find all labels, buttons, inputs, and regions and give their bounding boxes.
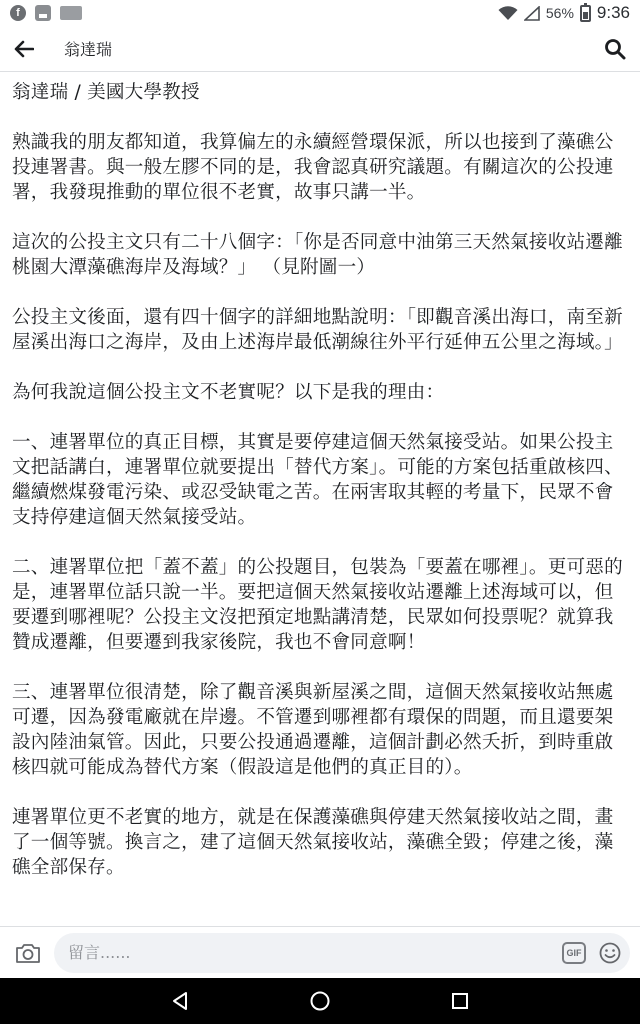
post-paragraph: 公投主文後面，還有四十個字的詳細地點說明：「即觀音溪出海口，南至新屋溪出海口之海岸，及由上述海岸最低潮線往外平行延伸五公里之海域。」 (12, 307, 623, 353)
post-paragraph: 這次的公投主文只有二十八個字：「你是否同意中油第三天然氣接收站遷離桃園大潭藻礁海岸及海域？」 （見附圖一） (12, 232, 623, 278)
page-title: 翁達瑞 (64, 40, 113, 59)
post-body (12, 80, 628, 925)
post-paragraph: 一、連署單位的真正目標，其實是要停建這個天然氣接受站。如果公投主文把話講白，連署單位就要提出「替代方案」。可能的方案包括重啟核四、繼續燃煤發電污染、或忍受缺電之苦。在兩害取其輕的考量下，民眾不會支持停建這個天然氣接受站。 (12, 432, 623, 528)
recents-square-icon (451, 992, 469, 1010)
back-triangle-icon (171, 991, 189, 1011)
search-icon (604, 38, 626, 60)
status-bar (0, 0, 640, 26)
home-circle-icon (309, 990, 331, 1012)
post-paragraph: 二、連署單位把「蓋不蓋」的公投題目，包裝為「要蓋在哪裡」。更可惡的是，連署單位話只說一半。要把這個天然氣接收站遷離上述海域可以，但要遷到哪裡呢？公投主文沒把預定地點講清楚，民眾如何投票呢？就算我贊成遷離，但要遷到我家後院，我也不會同意啊！ (12, 557, 623, 653)
gif-button[interactable]: GIF (562, 942, 586, 964)
post-paragraph: 三、連署單位很清楚，除了觀音溪與新屋溪之間，這個天然氣接收站無處可遷，因為發電廠就在岸邊。不管遷到哪裡都有環保的問題，而且還要架設內陸油氣管。因此，只要公投通過遷離，這個計劃必然夭折，到時重啟核四就可能成為替代方案（假設這是他們的真正目的）。 (12, 682, 614, 778)
nav-home-button[interactable] (300, 981, 340, 1021)
comment-input-container (54, 933, 630, 973)
battery-icon (580, 5, 591, 22)
back-button[interactable] (14, 34, 44, 64)
battery-percent: 56% (545, 5, 574, 21)
back-arrow-icon (14, 40, 34, 58)
notification-icons (10, 5, 82, 21)
app-icon (60, 6, 82, 20)
image-icon (35, 5, 51, 21)
facebook-icon: f (10, 5, 26, 21)
clock: 9:36 (596, 3, 630, 22)
comment-bar (0, 926, 640, 978)
system-indicators (498, 3, 630, 23)
wifi-icon (498, 6, 518, 21)
post-paragraph: 為何我說這個公投主文不老實呢？以下是我的理由： (12, 382, 445, 403)
post-paragraph-author: 翁達瑞 / 美國大學教授 (12, 82, 200, 103)
camera-icon (15, 942, 41, 964)
nav-back-button[interactable] (160, 981, 200, 1021)
camera-button[interactable] (10, 935, 46, 971)
system-nav-bar (0, 978, 640, 1024)
nav-recents-button[interactable] (440, 981, 480, 1021)
emoji-button[interactable] (598, 941, 622, 965)
signal-icon (524, 6, 540, 21)
smiley-icon (599, 942, 621, 964)
app-header (0, 26, 640, 72)
search-button[interactable] (596, 34, 626, 64)
post-paragraph: 連署單位更不老實的地方，就是在保護藻礁與停建天然氣接收站之間，畫了一個等號。換言之，建了這個天然氣接收站，藻礁全毀；停建之後，藻礁全部保存。 (12, 807, 614, 878)
post-paragraph: 熟識我的朋友都知道，我算偏左的永續經營環保派，所以也接到了藻礁公投連署書。與一般左膠不同的是，我會認真研究議題。有關這次的公投連署，我發現推動的單位很不老實，故事只講一半。 (12, 132, 614, 203)
comment-input[interactable] (68, 943, 562, 962)
